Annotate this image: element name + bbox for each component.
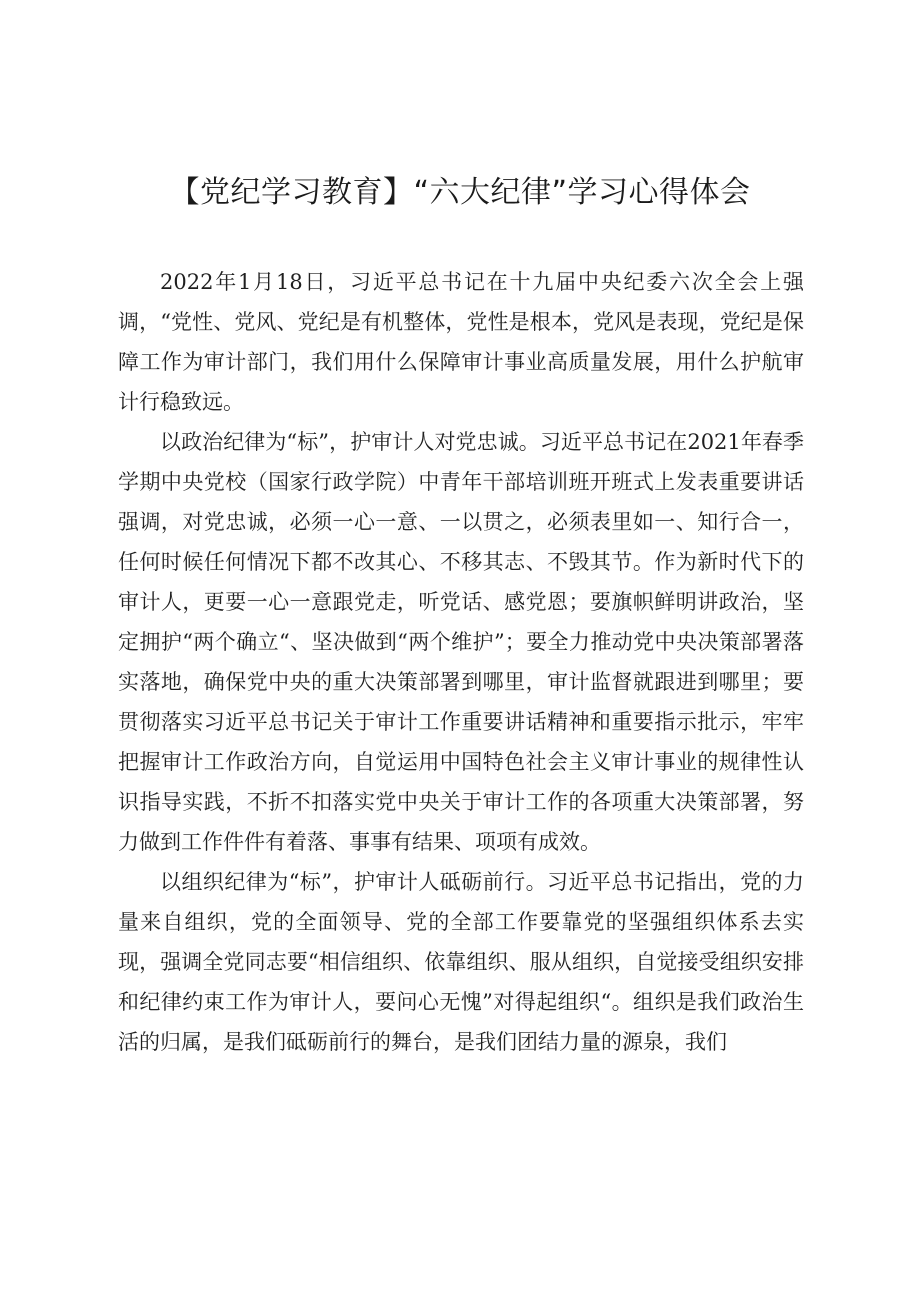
paragraph-1: 2022年1月18日，习近平总书记在十九届中央纪委六次全会上强调，“党性、党风、党纪是有机整体，党性是根本，党风是表现，党纪是保障工作为审计部门，我们用什么保障审计事业高质量发展，用什么护航审计行稳致远。: [118, 270, 804, 414]
paragraph-3: 以组织纪律为“标”，护审计人砥砺前行。习近平总书记指出，党的力量来自组织，党的全面领导、党的全部工作要靠党的坚强组织体系去实现，强调全党同志要“相信组织、依靠组织、服从组织，自觉接受组织安排和纪律约束工作为审计人，要问心无愧”对得起组织“。组织是我们政治生活的归属，是我们砥砺前行的舞台，是我们团结力量的源泉，我们: [118, 870, 804, 1054]
document-title: 【党纪学习教育】“六大纪律”学习心得体会: [169, 175, 751, 210]
document-body: [118, 262, 804, 1062]
paragraph-2: 以政治纪律为“标”，护审计人对党忠诚。习近平总书记在2021年春季学期中央党校（国家行政学院）中青年干部培训班开班式上发表重要讲话强调，对党忠诚，必须一心一意、一以贯之，必须表里如一、知行合一，任何时候任何情况下都不改其心、不移其志、不毁其节。作为新时代下的审计人，更要一心一意跟党走，听党话、感党恩；要旗帜鲜明讲政治，坚定拥护“两个确立“、坚决做到“两个维护”；要全力推动党中央决策部署落实落地，确保党中央的重大决策部署到哪里，审计监督就跟进到哪里；要贯彻落实习近平总书记关于审计工作重要讲话精神和重要指示批示，牢牢把握审计工作政治方向，自觉运用中国特色社会主义审计事业的规律性认识指导实践，不折不扣落实党中央关于审计工作的各项重大决策部署，努力做到工作件件有着落、事事有结果、项项有成效。: [118, 430, 804, 854]
